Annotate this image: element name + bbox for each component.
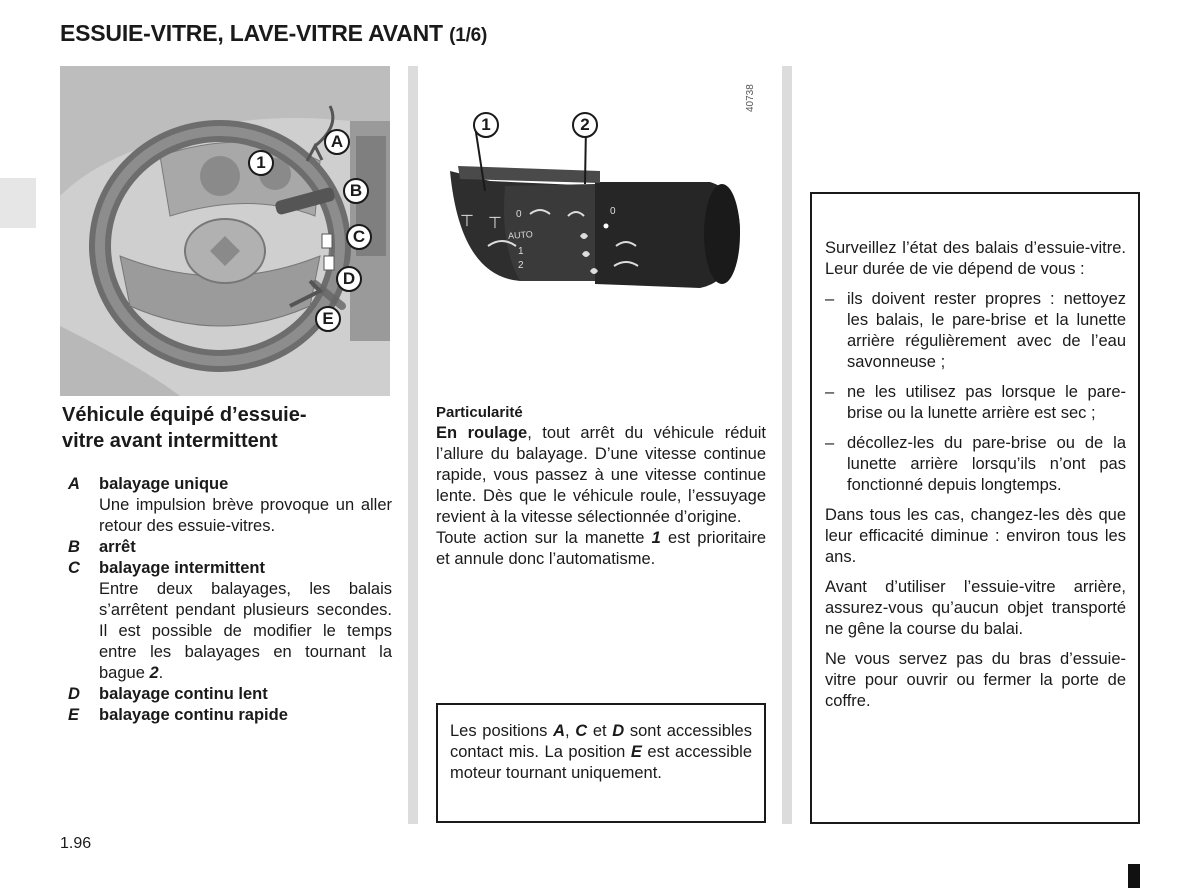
definition-term: balayage intermittent — [99, 559, 265, 577]
note-text: , — [564, 722, 576, 740]
definition-description: Une impulsion brève provoque un aller retour des essuie-vitres. — [99, 496, 392, 535]
ring-reference: 2 — [149, 664, 159, 682]
wiper-stalk-illustration — [430, 66, 770, 301]
paragraph-text: , tout arrêt du véhicule réduit l’allure du balayage. D’une vitesse continue rapide, vous passez à une vitesse continue lente. Dès que le véhicule roule, l’essuyage revient à la vitesse sélectionnée d’origine. — [436, 424, 766, 526]
position-d: D — [612, 722, 625, 740]
page-title — [60, 20, 487, 47]
note-box-positions — [436, 703, 766, 823]
callout-1: 1 — [248, 150, 274, 176]
dashboard-drawing — [60, 66, 390, 396]
definition-item — [68, 558, 392, 579]
page-number: 1.96 — [60, 835, 92, 852]
definition-term: arrêt — [99, 538, 136, 556]
note-text: Les positions — [450, 722, 554, 740]
callout-stalk-1: 1 — [473, 112, 499, 138]
definition-key: C — [68, 559, 80, 577]
particularity-section — [436, 402, 766, 570]
stalk-label-zero-b: 0 — [610, 206, 616, 217]
dashboard-illustration — [60, 66, 390, 396]
sub-heading: Particularité — [436, 404, 523, 421]
wiper-stalk-drawing — [430, 66, 770, 301]
wiper-blade-advice-box — [810, 192, 1140, 824]
definition-item — [68, 705, 392, 726]
advice-bullet — [825, 289, 1126, 373]
heading-line-1: Véhicule équipé d’essuie- — [62, 404, 307, 426]
stalk-reference: 1 — [651, 529, 661, 547]
figure-reference-2: 40738 — [745, 84, 756, 112]
bold-lead: En roulage — [436, 424, 528, 442]
position-a: A — [553, 722, 565, 740]
advice-bullet — [825, 382, 1126, 424]
note-text: est accessible moteur tournant uniquement. — [450, 743, 752, 782]
position-e: E — [630, 743, 642, 761]
title-text: ESSUIE-VITRE, LAVE-VITRE AVANT — [60, 20, 443, 46]
position-definition-list — [68, 474, 392, 726]
desc-text: Entre deux balayages, les balais s’arrêtent pendant plusieurs secondes. Il est possible de modifier le temps entre les balayages en tournant la bague — [99, 580, 392, 682]
callout-c: C — [346, 224, 372, 250]
definition-item — [68, 684, 392, 705]
heading-line-2: vitre avant intermittent — [62, 430, 278, 452]
advice-paragraph: Ne vous servez pas du bras d’essuie-vitre pour ouvrir ou fermer la porte de coffre. — [825, 650, 1126, 710]
definition-term: balayage continu rapide — [99, 706, 288, 724]
stalk-label-auto: AUTO — [507, 229, 534, 241]
bullet-text: ils doivent rester propres : nettoyez les balais, le pare-brise et la lunette arrière régulièrement avec de l’eau savonneuse ; — [847, 290, 1126, 371]
advice-paragraph: Dans tous les cas, changez-les dès que leur efficacité diminue : environ tous les ans. — [825, 506, 1126, 566]
advice-bullet — [825, 433, 1126, 496]
chapter-tab — [0, 178, 36, 228]
column-separator-right — [782, 66, 792, 824]
callout-e: E — [315, 306, 341, 332]
svg-text:⊤: ⊤ — [460, 211, 474, 230]
bullet-dash: – — [825, 434, 835, 452]
definition-item — [68, 474, 392, 495]
stalk-label-two: 2 — [518, 260, 524, 271]
note-text: et — [587, 722, 613, 740]
callout-ring-2: 2 — [572, 112, 598, 138]
paragraph-text-end: est prioritaire et annule donc l’automatisme. — [436, 529, 766, 568]
paragraph — [436, 528, 766, 570]
callout-b: B — [343, 178, 369, 204]
stalk-label-zero-a: 0 — [516, 209, 522, 220]
bullet-text: décollez-les du pare-brise ou de la lunette arrière lorsqu’ils n’ont pas fonctionné depuis longtemps. — [847, 434, 1126, 494]
note-text: sont accessibles contact mis. La position — [450, 722, 752, 761]
paragraph — [436, 423, 766, 528]
paragraph-text: Toute action sur la manette — [436, 529, 652, 547]
bullet-text: ne les utilisez pas lorsque le pare-brise ou la lunette arrière est sec ; — [847, 383, 1126, 422]
definition-key: B — [68, 538, 80, 556]
bullet-dash: – — [825, 290, 835, 308]
svg-text:⊤: ⊤ — [488, 213, 502, 232]
corner-mark — [1128, 864, 1140, 888]
definition-item — [68, 537, 392, 558]
stalk-label-one: 1 — [518, 246, 524, 257]
advice-paragraph: Avant d’utiliser l’essuie-vitre arrière, assurez-vous qu’aucun objet transporté ne gêne la course du balai. — [825, 578, 1126, 638]
column-separator-left — [408, 66, 418, 824]
callout-a: A — [324, 129, 350, 155]
definition-key: A — [68, 475, 80, 493]
section-heading — [62, 402, 382, 454]
definition-description — [68, 579, 392, 684]
definition-key: D — [68, 685, 80, 703]
title-part: (1/6) — [449, 25, 488, 46]
definition-key: E — [68, 706, 80, 724]
bullet-dash: – — [825, 383, 835, 401]
callout-d: D — [336, 266, 362, 292]
advice-intro: Surveillez l’état des balais d’essuie-vitre. Leur durée de vie dépend de vous : — [825, 239, 1126, 278]
desc-text-end: . — [158, 664, 164, 682]
position-c: C — [575, 722, 588, 740]
definition-term: balayage continu lent — [99, 685, 268, 703]
definition-term: balayage unique — [99, 475, 229, 493]
